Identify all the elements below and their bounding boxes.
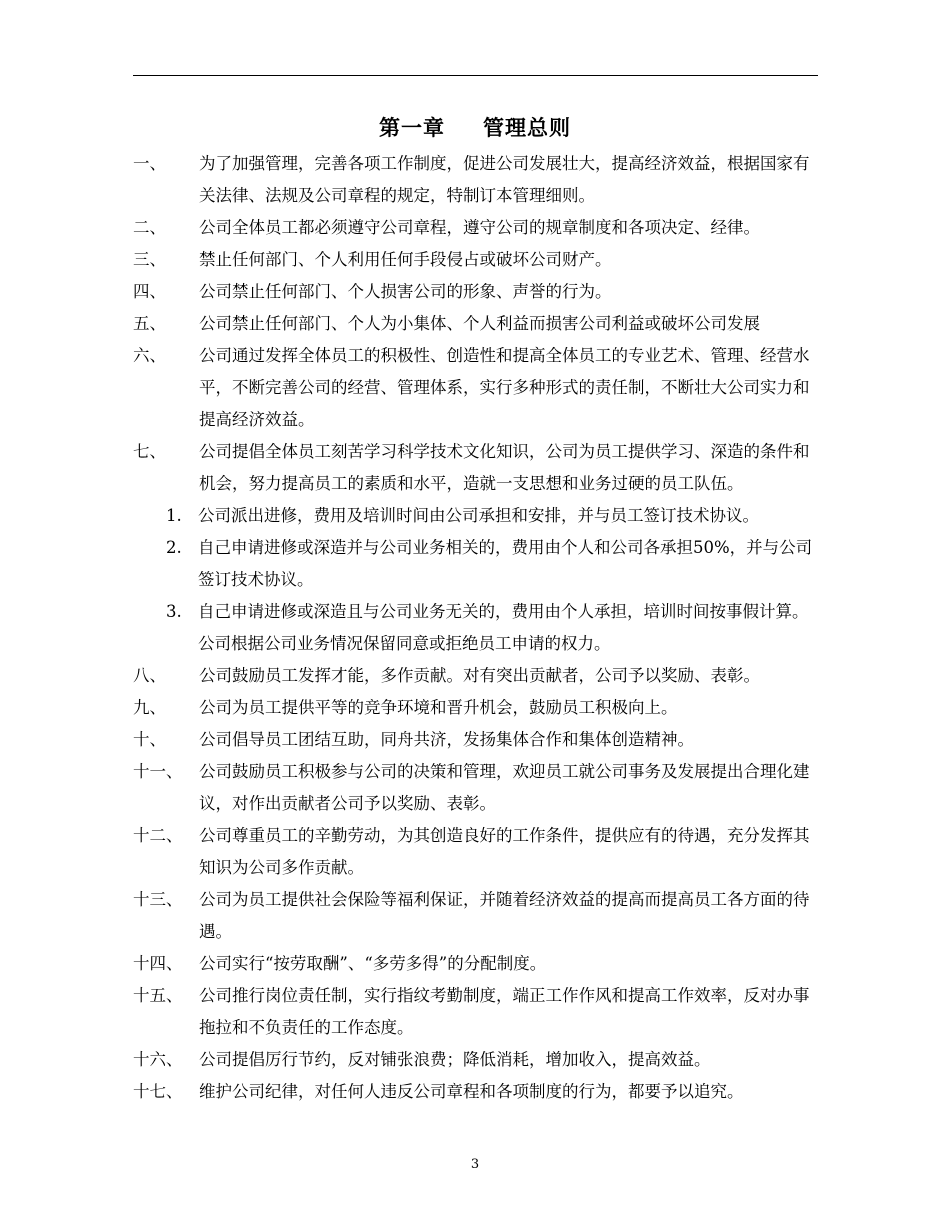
article-text: 禁止任何部门、个人利用任何手段侵占或破坏公司财产。 xyxy=(199,250,612,269)
article-number: 十四、 xyxy=(133,954,183,973)
article-number: 十七、 xyxy=(133,1082,183,1101)
article-text: 维护公司纪律，对任何人违反公司章程和各项制度的行为，都要予以追究。 xyxy=(199,1082,744,1101)
article-number: 1. xyxy=(166,506,182,525)
article-text: 自己申请进修或深造并与公司业务相关的，费用由个人和公司各承担50%，并与公司签订技术协议。 xyxy=(198,538,813,589)
article-number: 十三、 xyxy=(133,890,183,909)
article-text: 公司倡导员工团结互助，同舟共济，发扬集体合作和集体创造精神。 xyxy=(199,730,694,749)
article-number: 六、 xyxy=(133,346,166,365)
chapter-number: 第一章 xyxy=(379,116,445,140)
header-rule xyxy=(133,75,818,76)
article-number: 十、 xyxy=(133,730,166,749)
article-number: 十六、 xyxy=(133,1050,183,1069)
article-item xyxy=(133,948,823,980)
article-item xyxy=(133,756,823,820)
article-text: 公司通过发挥全体员工的积极性、创造性和提高全体员工的专业艺术、管理、经营水平，不断完善公司的经营、管理体系，实行多种形式的责任制，不断壮大公司实力和提高经济效益。 xyxy=(199,346,810,429)
article-text: 公司禁止任何部门、个人损害公司的形象、声誉的行为。 xyxy=(199,282,612,301)
article-item xyxy=(133,212,823,244)
sub-article-item xyxy=(133,500,823,532)
article-number: 2. xyxy=(166,538,182,557)
article-item xyxy=(133,1044,823,1076)
chapter-name: 管理总则 xyxy=(483,116,571,140)
article-text: 公司实行“按劳取酬”、“多劳多得”的分配制度。 xyxy=(199,954,547,973)
article-text: 公司派出进修，费用及培训时间由公司承担和安排，并与员工签订技术协议。 xyxy=(198,506,759,525)
article-text: 公司尊重员工的辛勤劳动，为其创造良好的工作条件，提供应有的待遇，充分发挥其知识为公司多作贡献。 xyxy=(199,826,810,877)
article-text: 公司鼓励员工发挥才能，多作贡献。对有突出贡献者，公司予以奖励、表彰。 xyxy=(199,666,760,685)
article-list xyxy=(133,148,823,1108)
article-text: 自己申请进修或深造且与公司业务无关的，费用由个人承担，培训时间按事假计算。公司根据公司业务情况保留同意或拒绝员工申请的权力。 xyxy=(198,602,809,653)
article-item xyxy=(133,820,823,884)
article-number: 四、 xyxy=(133,282,166,301)
article-item xyxy=(133,340,823,436)
article-number: 九、 xyxy=(133,698,166,717)
article-number: 七、 xyxy=(133,442,166,461)
article-text: 为了加强管理，完善各项工作制度，促进公司发展壮大，提高经济效益，根据国家有关法律、法规及公司章程的规定，特制订本管理细则。 xyxy=(199,154,810,205)
article-text: 公司提倡厉行节约，反对铺张浪费；降低消耗，增加收入，提高效益。 xyxy=(199,1050,711,1069)
article-item xyxy=(133,660,823,692)
article-item xyxy=(133,148,823,212)
sub-article-item xyxy=(133,596,823,660)
article-number: 一、 xyxy=(133,154,166,173)
article-item xyxy=(133,436,823,500)
article-item xyxy=(133,884,823,948)
article-number: 五、 xyxy=(133,314,166,333)
chapter-title xyxy=(0,113,950,143)
article-number: 十五、 xyxy=(133,986,183,1005)
article-text: 公司全体员工都必须遵守公司章程，遵守公司的规章制度和各项决定、经律。 xyxy=(199,218,760,237)
article-item xyxy=(133,724,823,756)
article-number: 二、 xyxy=(133,218,166,237)
article-text: 公司为员工提供社会保险等福利保证，并随着经济效益的提高而提高员工各方面的待遇。 xyxy=(199,890,810,941)
article-number: 三、 xyxy=(133,250,166,269)
article-item xyxy=(133,692,823,724)
article-item xyxy=(133,1076,823,1108)
article-text: 公司鼓励员工积极参与公司的决策和管理，欢迎员工就公司事务及发展提出合理化建议，对作出贡献者公司予以奖励、表彰。 xyxy=(199,762,810,813)
article-item xyxy=(133,308,823,340)
article-number: 十二、 xyxy=(133,826,183,845)
article-number: 十一、 xyxy=(133,762,183,781)
article-number: 3. xyxy=(166,602,182,621)
article-text: 公司为员工提供平等的竞争环境和晋升机会，鼓励员工积极向上。 xyxy=(199,698,678,717)
article-text: 公司禁止任何部门、个人为小集体、个人利益而损害公司利益或破坏公司发展 xyxy=(199,314,760,333)
article-text: 公司推行岗位责任制，实行指纹考勤制度，端正工作作风和提高工作效率，反对办事拖拉和不负责任的工作态度。 xyxy=(199,986,810,1037)
article-item xyxy=(133,980,823,1044)
page-number: 3 xyxy=(470,1157,480,1172)
article-item xyxy=(133,276,823,308)
article-number: 八、 xyxy=(133,666,166,685)
article-text: 公司提倡全体员工刻苦学习科学技术文化知识，公司为员工提供学习、深造的条件和机会，努力提高员工的素质和水平，造就一支思想和业务过硬的员工队伍。 xyxy=(199,442,810,493)
article-item xyxy=(133,244,823,276)
sub-article-item xyxy=(133,532,823,596)
